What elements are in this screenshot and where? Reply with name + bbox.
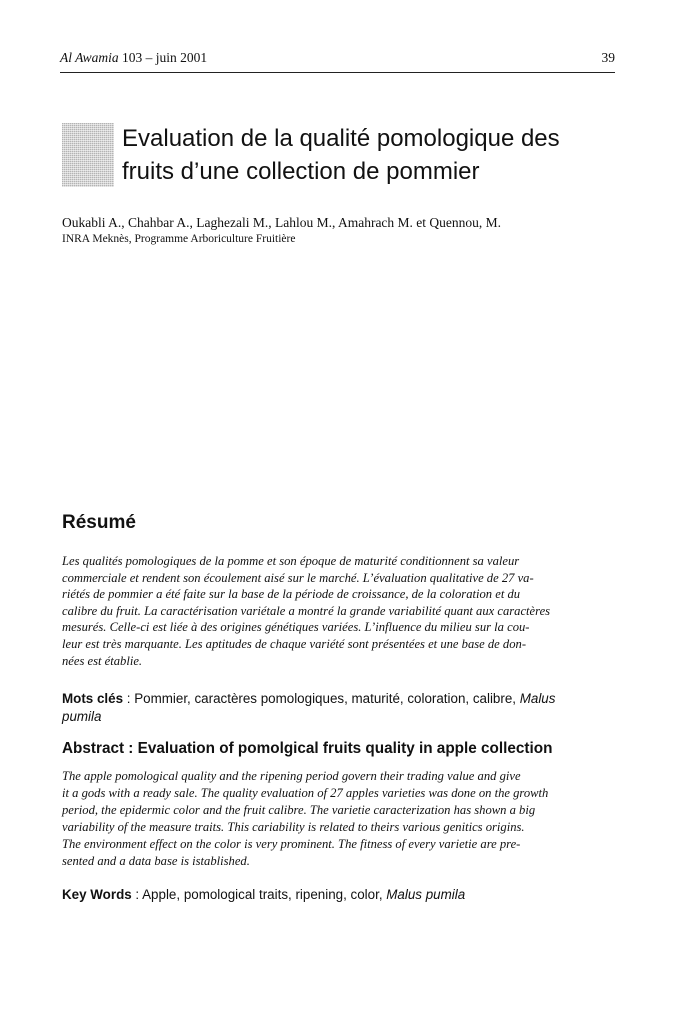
resume-line: mesurés. Celle-ci est liée à des origines génétiques variées. L’influence du milieu sur la cou- xyxy=(62,620,530,635)
mots-cles-separator: : xyxy=(123,691,135,706)
resume-line: nées est établie. xyxy=(62,653,143,668)
mots-cles-species-genus: Malus xyxy=(519,691,556,706)
journal-citation xyxy=(60,50,207,66)
resume-line: leur est très marquante. Les aptitudes de chaque variété sont présentées et une base de don- xyxy=(62,636,527,651)
key-words-separator: : xyxy=(131,887,143,902)
resume-heading: Résumé xyxy=(62,512,136,533)
title-line-1: Evaluation de la qualité pomologique des xyxy=(122,125,560,152)
abstract-line: it a gods with a ready sale. The quality evaluation of 27 apples varieties was done on the growth xyxy=(62,786,549,800)
resume-line: Les qualités pomologiques de la pomme et son époque de maturité conditionnent sa valeur xyxy=(62,554,520,568)
title-decoration-block xyxy=(62,123,114,187)
abstract-heading: Abstract : Evaluation of pomolgical fruits quality in apple collection xyxy=(62,740,553,757)
article-title xyxy=(122,122,622,188)
resume-line: calibre du fruit. La caractérisation variétale a montré la grande variabilité quant aux caractères xyxy=(62,603,551,618)
mots-cles xyxy=(62,690,617,726)
abstract-line: The apple pomological quality and the ripening period govern their trading value and give xyxy=(62,769,521,783)
key-words-label: Key Words xyxy=(62,887,132,902)
header-rule xyxy=(60,72,615,73)
mots-cles-label: Mots clés xyxy=(62,691,124,706)
running-header xyxy=(60,50,615,68)
abstract-line: period, the epidermic color and the fruit calibre. The varietie caracterization has shown a big xyxy=(62,803,536,817)
abstract-body xyxy=(62,768,622,870)
key-words-species: Malus pumila xyxy=(386,887,466,902)
affiliation: INRA Meknès, Programme Arboriculture Fruitière xyxy=(62,233,296,245)
resume-line: riétés de pommier a été faite sur la base de la période de croissance, de la coloration et du xyxy=(62,587,521,602)
abstract-line: The environment effect on the color is very prominent. The fitness of every varietie are pre- xyxy=(62,837,521,851)
abstract-line: sented and a data base is istablished. xyxy=(62,854,250,868)
key-words-text: Apple, pomological traits, ripening, color, xyxy=(142,887,387,902)
abstract-line: variability of the measure traits. This cariability is related to theirs various genitics origins. xyxy=(62,820,525,834)
title-line-2: fruits d’une collection de pommier xyxy=(122,158,480,185)
mots-cles-species-epithet: pumila xyxy=(62,709,102,724)
journal-issue: 103 – juin 2001 xyxy=(118,50,208,65)
resume-body xyxy=(62,553,617,669)
journal-name: Al Awamia xyxy=(60,50,119,65)
author-list: Oukabli A., Chahbar A., Laghezali M., Lahlou M., Amahrach M. et Quennou, M. xyxy=(62,215,502,230)
key-words xyxy=(62,886,617,904)
page-number: 39 xyxy=(601,50,615,65)
mots-cles-text: Pommier, caractères pomologiques, maturité, coloration, calibre, xyxy=(134,691,520,706)
resume-line: commerciale et rendent son écoulement aisé sur le marché. L’évaluation qualitative de 27 va- xyxy=(62,570,534,585)
